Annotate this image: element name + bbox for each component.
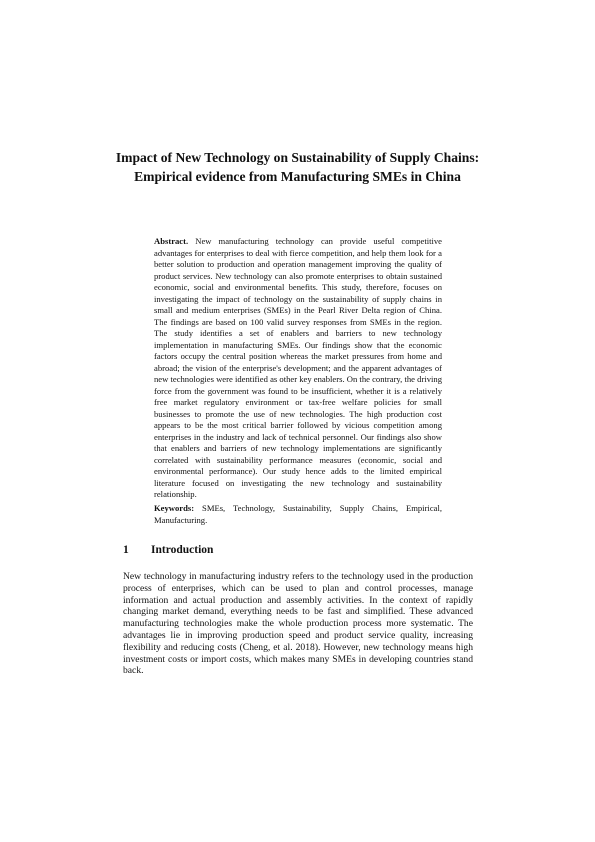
abstract-label: Abstract. bbox=[154, 236, 189, 246]
keywords-label: Keywords: bbox=[154, 503, 195, 513]
section-heading bbox=[123, 543, 473, 558]
section-title: Introduction bbox=[151, 544, 214, 556]
introduction-paragraph: New technology in manufacturing industry refers to the technology used in the production process of enterprises, which can be used to plan and control processes, manage information and actual production and assembly activities. In the context of rapidly changing market demand, everything needs to be fast and simplified. These advanced manufacturing technologies make the whole production process more systematic. The advantages lie in improving production speed and product service quality, increasing flexibility and reducing costs (Cheng, et al. 2018). However, new technology means high investment costs or import costs, which makes many SMEs in developing countries stand back. bbox=[123, 571, 473, 677]
paper-title: Impact of New Technology on Sustainability of Supply Chains: Empirical evidence from Manufacturing SMEs in China bbox=[115, 150, 480, 184]
abstract-paragraph bbox=[154, 236, 442, 501]
section-number: 1 bbox=[123, 544, 129, 556]
keywords-paragraph bbox=[154, 503, 442, 526]
keywords-text: SMEs, Technology, Sustainability, Supply Chains, Empirical, Manufacturing. bbox=[154, 503, 442, 525]
abstract-text: New manufacturing technology can provide useful competitive advantages for enterprises to deal with fierce competition, and help them look for a better solution to production and operation management improving the quality of product services. New technology can also promote enterprises to obtain sustained economic, social and environmental benefits. This study, therefore, focuses on investigating the impact of technology on the sustainability of supply chains in small and medium enterprises (SMEs) in the Pearl River Delta region of China. The findings are based on 100 valid survey responses from SMEs in the region. The study identifies a set of enablers and barriers to new technology implementation in manufacturing SMEs. Our findings show that the economic factors occupy the central position whereas the market pressures from home and abroad; the vision of the enterprise's development; and the apparent advantages of new technologies were identified as other key enablers. On the contrary, the driving force from the government was found to be insufficient, whether it is a relatively free market regulatory environment or tax-free welfare policies for small businesses to promote the use of new technologies. The high production cost appears to be the most critical barrier followed by vicious competition among enterprises in the industry and lack of technical personnel. Our findings also show that enablers and barriers of new technology implementations are significantly correlated with sustainability performance measures (economic, social and environmental performance). Our study hence adds to the limited empirical literature focused on investigating the new technology and sustainability relationship. bbox=[154, 236, 442, 499]
